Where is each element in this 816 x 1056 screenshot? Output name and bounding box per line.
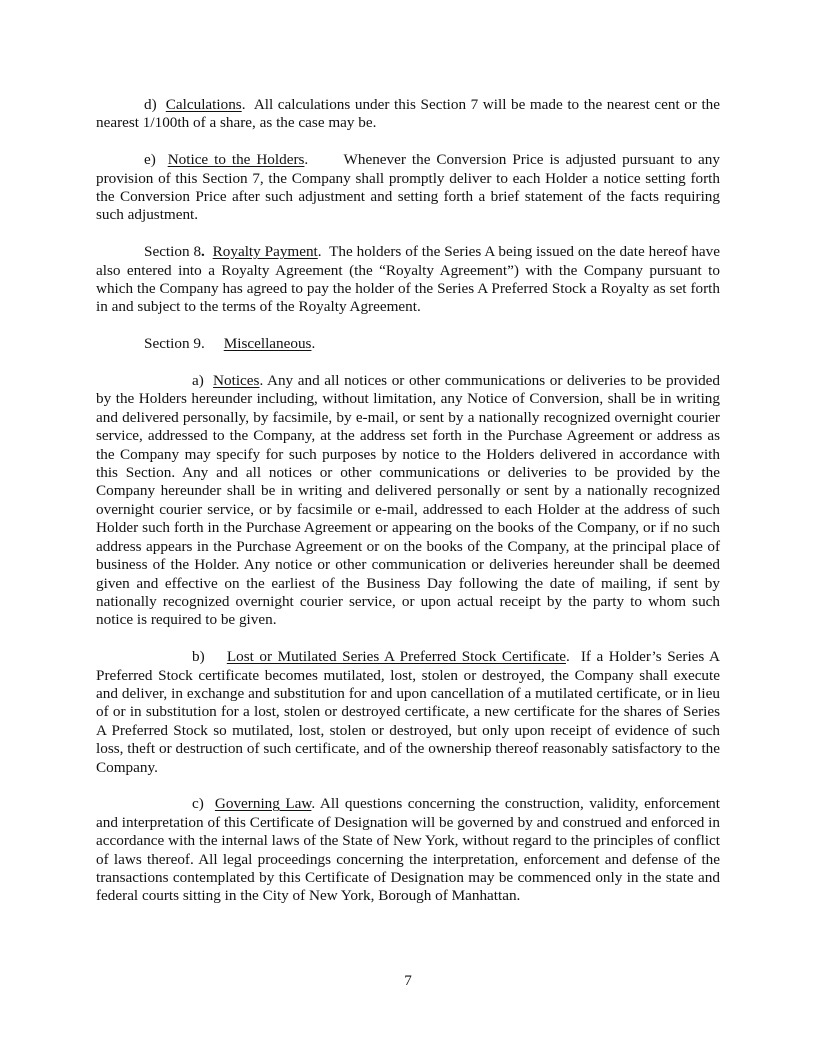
item-body: Any and all notices or other communications or deliveries to be provided by the Holders hereunder including, without limitation, any Notice of Conversion, shall be in writing and delivered personally, by facsimile, by e-mail, or sent by a nationally recognized overnight courier service, addressed to the Company, at the address set forth in the Purchase Agreement or address as the Company may specify for such purposes by notice to the Holders delivered in accordance with this Section. Any and all notices or other communications or deliveries to be provided by the Company hereunder shall be in writing and delivered personally or sent by a nationally recognized overnight courier service, or by facsimile or e-mail, addressed to each Holder at the address of such Holder such forth in the Purchase Agreement or appearing on the books of the Company, or if no such address appears in the Purchase Agreement or on the books of the Company, at the principal place of business of the Holder. Any notice or other communication or deliveries hereunder shall be deemed given and effective on the earliest of the Business Day following the date of mailing, if sent by nationally recognized overnight courier service, or upon actual receipt by the party to whom such notice is required to be given.: [96, 372, 720, 629]
section-heading: Royalty Payment: [212, 243, 318, 261]
section-8-royalty-payment: [96, 243, 720, 317]
item-heading: Lost or Mutilated Series A Preferred Stock Certificate: [226, 648, 566, 666]
heading-separator: .: [311, 795, 320, 813]
document-page: [96, 96, 720, 924]
heading-separator: .: [565, 648, 581, 666]
section-label-punct: .: [201, 243, 205, 261]
item-label: d): [144, 96, 157, 113]
item-heading: Notice to the Holders: [167, 151, 305, 169]
heading-separator: .: [311, 335, 316, 353]
section-7e-notice-to-holders: [96, 151, 720, 225]
section-9-miscellaneous: [96, 335, 720, 353]
heading-separator: .: [259, 372, 267, 390]
item-label: b): [192, 648, 205, 666]
item-body: If a Holder’s Series A Preferred Stock certificate becomes mutilated, lost, stolen or destroyed, the Company shall execute and deliver, in exchange and substitution for and upon cancellation of a mutilated certificate, or in lieu of or in substitution for a lost, stolen or destroyed certificate, a new certificate for the shares of Series A Preferred Stock so mutilated, lost, stolen or destroyed, but only upon receipt of evidence of such loss, theft or destruction of such certificate, and of the ownership thereof reasonably satisfactory to the Company.: [96, 648, 720, 776]
item-heading: Governing Law: [214, 795, 312, 813]
page-number: 7: [404, 972, 412, 989]
item-body: All calculations under this Section 7 will be made to the nearest cent or the nearest 1/100th of a share, as the case may be.: [96, 96, 720, 132]
section-9c-governing-law: [96, 795, 720, 905]
heading-separator: .: [317, 243, 330, 261]
section-heading: Miscellaneous: [223, 335, 312, 353]
item-body: All questions concerning the construction, validity, enforcement and interpretation of this Certificate of Designation will be governed by and construed and enforced in accordance with the internal laws of the State of New York, without regard to the principles of conflict of laws thereof. All legal proceedings concerning the interpretation, enforcement and defense of the transactions contemplated by this Certificate of Designation may be commenced only in the state and federal courts sitting in the City of New York, Borough of Manhattan.: [96, 795, 720, 905]
item-label: c): [192, 795, 204, 813]
section-9a-notices: [96, 372, 720, 630]
section-label: Section 9.: [144, 335, 205, 353]
heading-separator: .: [241, 96, 254, 113]
section-7d-calculations: [96, 96, 720, 133]
item-heading: Notices: [213, 372, 260, 390]
heading-separator: .: [304, 151, 344, 169]
item-body: Whenever the Conversion Price is adjusted pursuant to any provision of this Section 7, the Company shall promptly deliver to each Holder a notice setting forth the Conversion Price after such adjustment and setting forth a brief statement of the facts requiring such adjustment.: [96, 151, 720, 224]
item-heading: Calculations: [165, 96, 242, 113]
section-label: Section 8: [144, 243, 202, 261]
item-label: a): [192, 372, 204, 390]
section-body: The holders of the Series A being issued on the date hereof have also entered into a Royalty Agreement (the “Royalty Agreement”) with the Company pursuant to which the Company has agreed to pay the holder of the Series A Preferred Stock a Royalty as set forth in and subject to the terms of the Royalty Agreement.: [96, 243, 720, 316]
item-label: e): [144, 151, 156, 169]
section-9b-lost-certificate: [96, 648, 720, 777]
